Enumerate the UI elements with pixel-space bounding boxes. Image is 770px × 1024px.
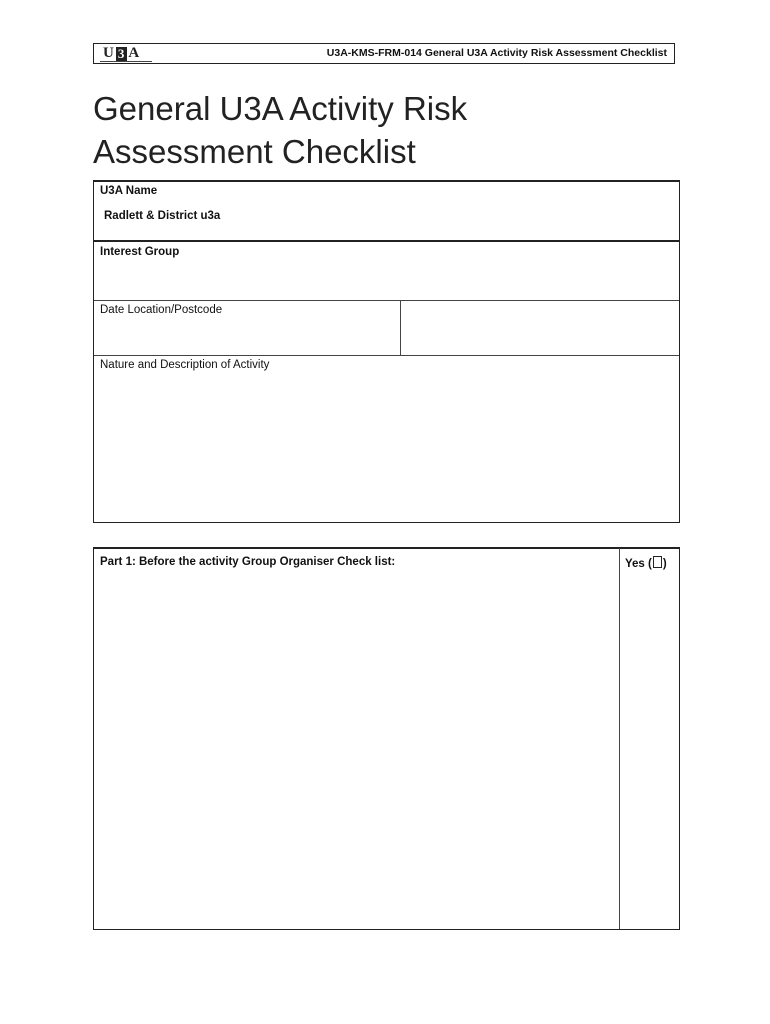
- u3a-name-value[interactable]: Radlett & District u3a: [104, 210, 221, 222]
- date-location-label: Date Location/Postcode: [100, 304, 223, 316]
- nature-description-row[interactable]: [94, 356, 679, 522]
- date-location-row[interactable]: [94, 301, 679, 356]
- u3a-logo: U 3 A: [103, 45, 141, 61]
- page-title: General U3A Activity Risk Assessment Checklist: [93, 90, 468, 170]
- interest-group-row[interactable]: [94, 242, 679, 301]
- checkmark-box-icon: [653, 556, 662, 568]
- interest-group-label: Interest Group: [100, 246, 180, 258]
- part1-checklist-table: [93, 547, 680, 930]
- header-document-title: U3A-KMS-FRM-014 General U3A Activity Risk Assessment Checklist: [326, 47, 667, 59]
- logo-underline: [100, 61, 152, 62]
- yes-column-divider: [619, 548, 620, 929]
- u3a-name-label: U3A Name: [100, 185, 158, 197]
- document-header: [93, 43, 675, 64]
- u3a-name-row: [94, 181, 679, 242]
- yes-column-heading: Yes ( ): [625, 558, 667, 570]
- activity-details-form: [93, 180, 680, 523]
- nature-description-label: Nature and Description of Activity: [100, 359, 270, 371]
- date-location-divider: [400, 301, 401, 356]
- part1-heading: Part 1: Before the activity Group Organiser Check list:: [100, 556, 396, 568]
